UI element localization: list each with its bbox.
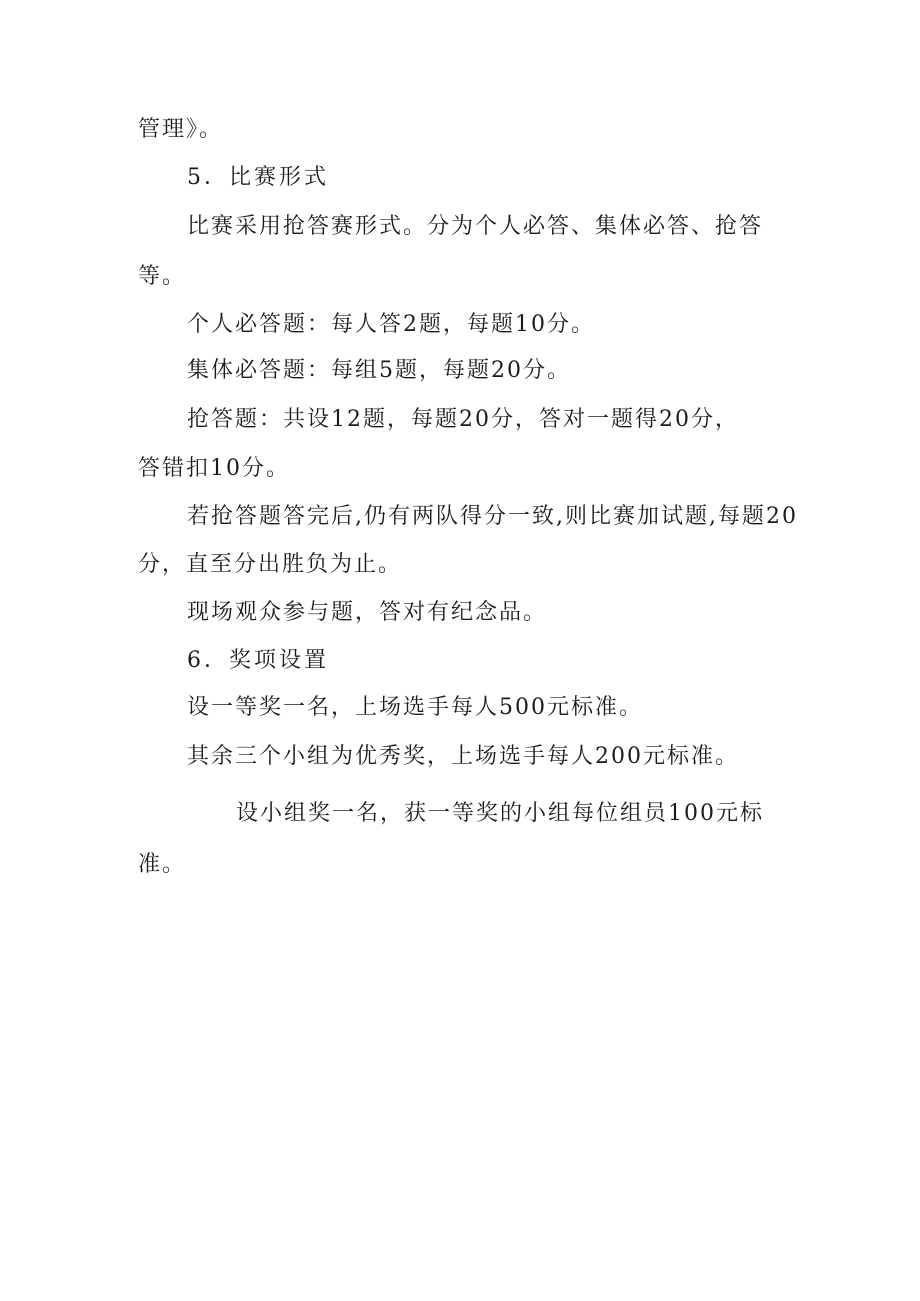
paragraph-line: 集体必答题：每组5题，每题20分。 [187, 358, 571, 383]
paragraph-line: 其余三个小组为优秀奖，上场选手每人200元标准。 [187, 744, 739, 769]
paragraph-line: 现场观众参与题，答对有纪念品。 [187, 600, 548, 625]
section-heading-awards: 6．奖项设置 [187, 648, 329, 673]
paragraph-line: 分，直至分出胜负为止。 [138, 552, 403, 577]
paragraph-line: 答错扣10分。 [138, 456, 290, 481]
paragraph-line: 设小组奖一名，获一等奖的小组每位组员100元标 [236, 801, 764, 826]
paragraph-line: 管理》。 [138, 117, 224, 142]
paragraph-line: 比赛采用抢答赛形式。分为个人必答、集体必答、抢答 [187, 214, 764, 239]
paragraph-line: 个人必答题：每人答2题，每题10分。 [187, 312, 595, 337]
paragraph-line: 准。 [138, 852, 187, 877]
paragraph-line: 等。 [138, 264, 187, 289]
paragraph-line: 若抢答题答完后,仍有两队得分一致,则比赛加试题,每题20 [187, 504, 798, 529]
paragraph-line: 设一等奖一名，上场选手每人500元标准。 [187, 695, 643, 720]
section-heading-competition-format: 5．比赛形式 [187, 165, 329, 190]
paragraph-line: 抢答题：共设12题，每题20分，答对一题得20分， [187, 407, 739, 432]
